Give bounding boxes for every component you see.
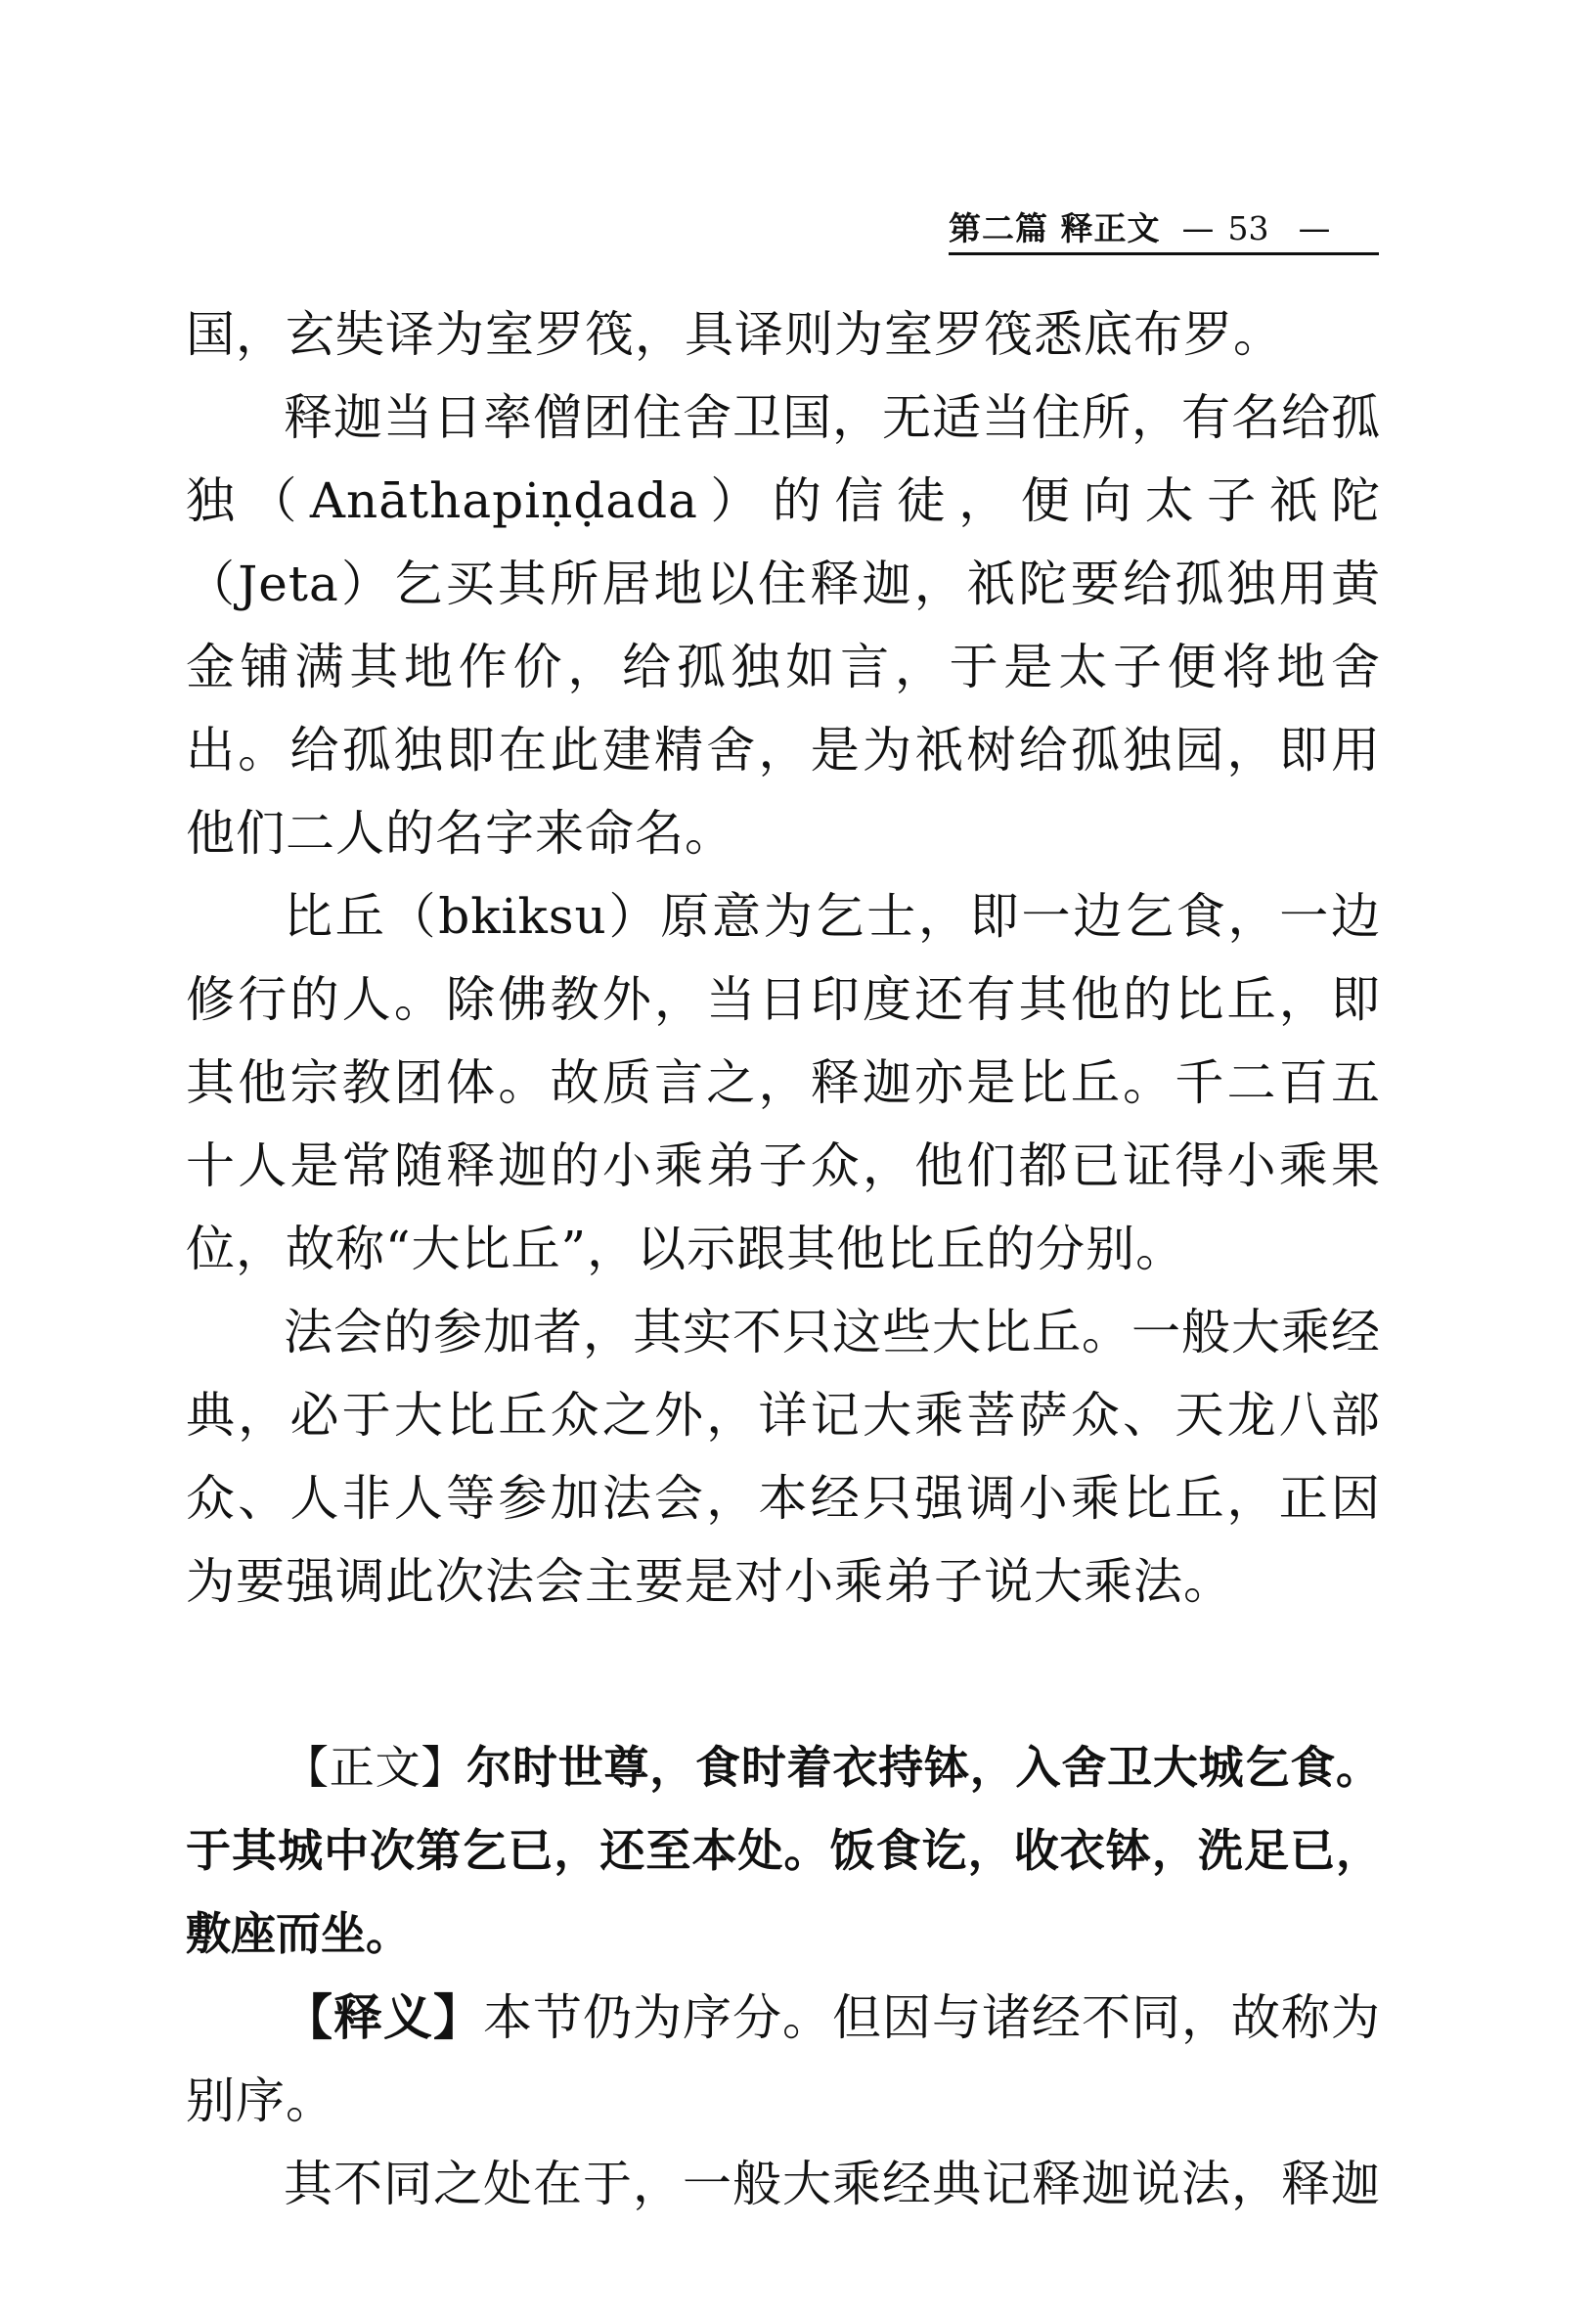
- shiyi-paragraph: [186, 1976, 1381, 2143]
- zhengwen-paragraph: [186, 1726, 1381, 1976]
- paragraph-1: 国，玄奘译为室罗筏，具译则为室罗筏悉底布罗。: [186, 306, 1283, 363]
- paragraph-2: 释迦当日率僧团住舍卫国，无适当住所，有名给孤独（Anāthapiṇḍada）的信徒，便向太子祇陀（Jeta）乞买其所居地以住释迦，祇陀要给孤独用黄金铺满其地作价，给孤独如言，于是太子便将地舍出。给孤独即在此建精舍，是为祇树给孤独园，即用他们二人的名字来命名。: [186, 389, 1381, 862]
- shiyi-label: 【释义】: [284, 1988, 483, 2046]
- body-text-top: [186, 293, 1381, 1624]
- page-number: 53: [1227, 209, 1269, 247]
- zhengwen-text: 尔时世尊，食时着衣持钵，入舍卫大城乞食。于其城中次第乞已，还至本处。饭食讫，收衣钵，洗足已，敷座而坐。: [186, 1741, 1382, 1960]
- paragraph-5: 其不同之处在于，一般大乘经典记释迦说法，释迦: [284, 2156, 1381, 2212]
- header-dash-left: —: [1181, 209, 1215, 247]
- shiyi-text: 本节仍为序分。但因与诸经不同，故称为别序。: [186, 1989, 1381, 2129]
- paragraph-4: 法会的参加者，其实不只这些大比丘。一般大乘经典，必于大比丘众之外，详记大乘菩萨众、天龙八部众、人非人等参加法会，本经只强调小乘比丘，正因为要强调此次法会主要是对小乘弟子说大乘法。: [186, 1304, 1381, 1610]
- running-header: [949, 209, 1379, 255]
- zhengwen-label: 【正文】: [284, 1741, 467, 1794]
- section-title: 第二篇 释正文: [949, 209, 1161, 247]
- paragraph-3: 比丘（bkiksu）原意为乞士，即一边乞食，一边修行的人。除佛教外，当日印度还有其他的比丘，即其他宗教团体。故质言之，释迦亦是比丘。千二百五十人是常随释迦的小乘弟子众，他们都已证得小乘果位，故称“大比丘”，以示跟其他比丘的分别。: [186, 888, 1381, 1277]
- header-dash-right: —: [1298, 209, 1331, 247]
- body-text-bottom: [186, 1726, 1381, 2226]
